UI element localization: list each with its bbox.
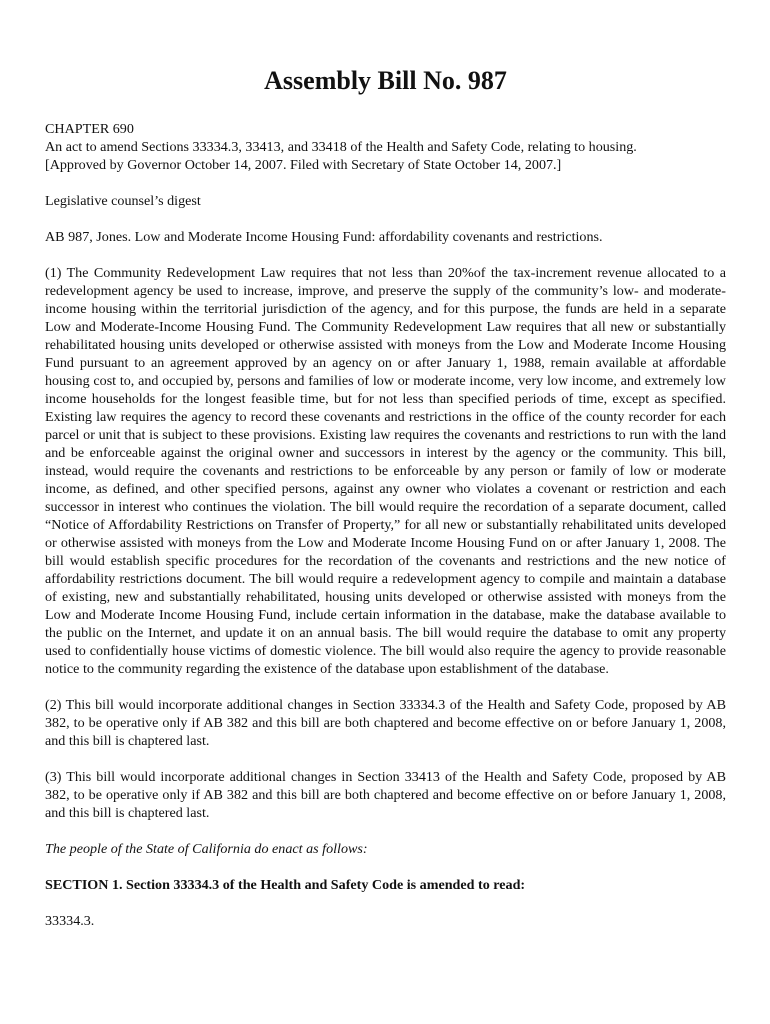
section-number: 33334.3. (45, 913, 95, 929)
digest-heading: Legislative counsel’s digest (45, 193, 201, 209)
act-description: An act to amend Sections 33334.3, 33413, and 33418 of the Health and Safety Code, relating to housing. (45, 139, 637, 155)
digest-paragraph-3: (3) This bill would incorporate additional changes in Section 33413 of the Health and Safety Code, proposed by AB 382, to be operative only if AB 382 and this bill are both chaptered and become effective on or before January 1, 2008, and this bill is chaptered last. (45, 769, 726, 821)
document-title: Assembly Bill No. 987 (264, 66, 507, 95)
enacting-clause: The people of the State of California do enact as follows: (45, 841, 368, 857)
approval-note: [Approved by Governor October 14, 2007. Filed with Secretary of State October 14, 2007.] (45, 157, 562, 173)
digest-paragraph-1: (1) The Community Redevelopment Law requires that not less than 20%of the tax-increment revenue allocated to a redevelopment agency be used to increase, improve, and preserve the supply of the community’s low- and moderate-income housing within the territorial jurisdiction of the agency, and for this purpose, the funds are held in a separate Low and Moderate-Income Housing Fund. The Community Redevelopment Law requires that all new or substantially rehabilitated housing units developed or otherwise assisted with moneys from the Low and Moderate Income Housing Fund pursuant to an agreement approved by an agency on or after January 1, 1988, remain available at affordable housing cost to, and occupied by, persons and families of low or moderate income, very low income, and extremely low income households for the longest feasible time, but for not less than specified periods of time, except as specified. Existing law requires the agency to record these covenants and restrictions in the office of the county recorder for each parcel or unit that is subject to these provisions. Existing law requires the covenants and restrictions to run with the land and be enforceable against the original owner and successors in interest by the agency or the community. This bill, instead, would require the covenants and restrictions to be enforceable by any person or family of low or moderate income, as defined, and other specified persons, against any owner who violates a covenant or restriction and each successor in interest who continues the violation. The bill would require the recordation of a separate document, called “Notice of Affordability Restrictions on Transfer of Property,” for all new or substantially rehabilitated units developed or otherwise assisted with moneys from the Low and Moderate Income Housing Fund on or after January 1, 2008. The bill would establish specific procedures for the recordation of the covenants and restrictions and the new notice of affordability restrictions document. The bill would require a redevelopment agency to compile and maintain a database of existing, new and substantially rehabilitated, housing units developed or otherwise assisted with moneys from the Low and Moderate Income Housing Fund, include certain information in the database, make the database available to the public on the Internet, and update it on an annual basis. The bill would require the database to omit any property used to confidentially house victims of domestic violence. The bill would also require the agency to provide reasonable notice to the community regarding the existence of the database upon establishment of the database. (45, 265, 726, 677)
chapter-label: CHAPTER 690 (45, 121, 134, 137)
section-heading: SECTION 1. Section 33334.3 of the Health and Safety Code is amended to read: (45, 877, 526, 893)
document-page (45, 64, 726, 930)
bill-summary: AB 987, Jones. Low and Moderate Income Housing Fund: affordability covenants and restrictions. (45, 229, 603, 245)
digest-paragraph-2: (2) This bill would incorporate additional changes in Section 33334.3 of the Health and Safety Code, proposed by AB 382, to be operative only if AB 382 and this bill are both chaptered and become effective on or before January 1, 2008, and this bill is chaptered last. (45, 697, 726, 749)
